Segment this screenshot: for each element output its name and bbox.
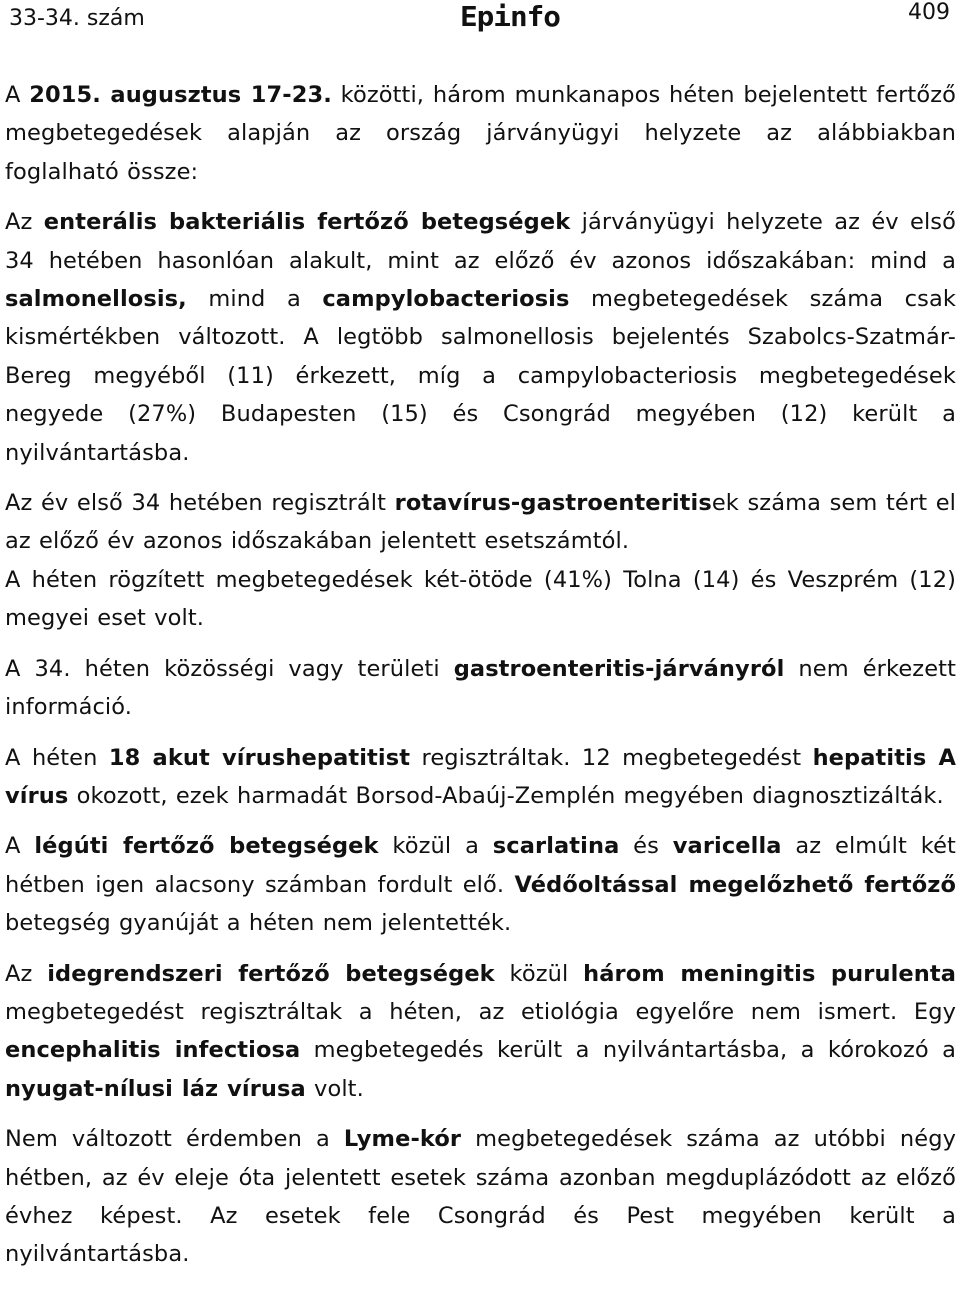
document-body <box>5 76 956 1274</box>
paragraph-hepatitis <box>5 739 956 816</box>
page-number: 409 <box>908 0 950 25</box>
text-run: Nem változott érdemben a <box>5 1126 344 1153</box>
page-header <box>5 0 956 44</box>
bold-term: rotavírus-gastroenteritis <box>394 490 712 517</box>
bold-term: varicella <box>672 833 782 860</box>
text-run: regisztráltak. 12 megbetegedést <box>410 744 813 771</box>
paragraph-enteral <box>5 203 956 472</box>
text-run: volt. <box>305 1075 364 1102</box>
bold-term: gastroenteritis-járványról <box>453 655 785 682</box>
paragraph-intro <box>5 76 956 191</box>
text-run: közül <box>494 960 584 987</box>
bold-term: salmonellosis, <box>5 286 187 313</box>
text-run: és <box>619 833 673 860</box>
text-run: A <box>5 82 30 108</box>
paragraph-lyme <box>5 1120 956 1274</box>
bold-term: scarlatina <box>492 833 620 860</box>
text-run: megbetegedést regisztráltak a héten, az etiológia egyelőre nem ismert. Egy <box>5 998 956 1025</box>
bold-term: idegrendszeri fertőző betegségek <box>47 960 495 987</box>
text-run: nem érkezett információ. <box>5 655 956 721</box>
text-run: mind a <box>186 286 323 313</box>
text-run: Az <box>5 960 48 987</box>
bold-term: campylobacteriosis <box>322 286 570 313</box>
bold-term: három meningitis purulenta <box>583 960 956 987</box>
paragraph-rotavirus-week <box>5 561 956 638</box>
bold-term: enterális bakteriális fertőző betegségek <box>43 209 571 236</box>
text-run: járványügyi helyzete az év első 34 hetében hasonlóan alakult, mint az előző év azonos időszakában: mind a <box>5 209 956 274</box>
bold-term: encephalitis infectiosa <box>5 1037 301 1064</box>
bold-term: légúti fertőző betegségek <box>34 833 379 860</box>
paragraph-respiratory <box>5 827 956 942</box>
text-run: megbetegedések száma csak kismértékben változott. A legtöbb salmonellosis bejelentés Szabolcs-Szatmár-Bereg megyéből (11) érkezett, míg a campylobacteriosis megbetegedések negyede (27%) Budapesten (15) és Csongrád megyében (12) került a nyilvántartásba. <box>5 286 956 466</box>
text-run: okozott, ezek harmadát Borsod-Abaúj-Zemplén megyében diagnosztizálták. <box>68 782 944 809</box>
text-run: A 34. héten közösségi vagy területi <box>5 655 454 682</box>
text-run: az elmúlt két hétben igen alacsony számban fordult elő. <box>5 833 956 898</box>
text-run: betegség gyanúját a héten nem jelentették. <box>5 910 512 937</box>
paragraph-outbreak <box>5 650 956 727</box>
text-run: A héten <box>5 744 109 771</box>
bold-term: Lyme-kór <box>343 1126 462 1153</box>
paragraph-neuro <box>5 955 956 1109</box>
text-run: megbetegedések száma az utóbbi négy hétben, az év eleje óta jelentett esetek száma azonban megduplázódott az előző évhez képest. Az esetek fele Csongrád és Pest megyében került a nyilvántartásba. <box>5 1126 956 1268</box>
text-run: A héten rögzített megbetegedések két-ötöde (41%) Tolna (14) és Veszprém (12) megyei eset volt. <box>5 566 956 632</box>
text-run: közül a <box>378 833 493 860</box>
text-run: Az <box>5 209 44 236</box>
text-run: A <box>5 833 35 860</box>
text-run: ek száma sem tért el az előző év azonos időszakában jelentett esetszámtól. <box>5 490 956 555</box>
epinfo-logo: Epinfo <box>460 0 560 33</box>
bold-term: Védőoltással megelőzhető fertőző <box>514 871 957 898</box>
text-run: megbetegedés került a nyilvántartásba, a kórokozó a <box>300 1037 956 1064</box>
issue-number: 33-34. szám <box>9 6 145 31</box>
bold-term: nyugat-nílusi láz vírusa <box>5 1075 306 1102</box>
bold-term: hepatitis A vírus <box>5 744 956 809</box>
bold-term: 2015. augusztus 17-23. <box>29 82 332 108</box>
text-run: közötti, három munkanapos héten bejelentett fertőző megbetegedések alapján az ország járványügyi helyzete az alábbiakban foglalható össze: <box>5 82 956 185</box>
bold-term: 18 akut vírushepatitist <box>108 744 411 771</box>
paragraph-rotavirus <box>5 484 956 561</box>
text-run: Az év első 34 hetében regisztrált <box>5 490 395 517</box>
